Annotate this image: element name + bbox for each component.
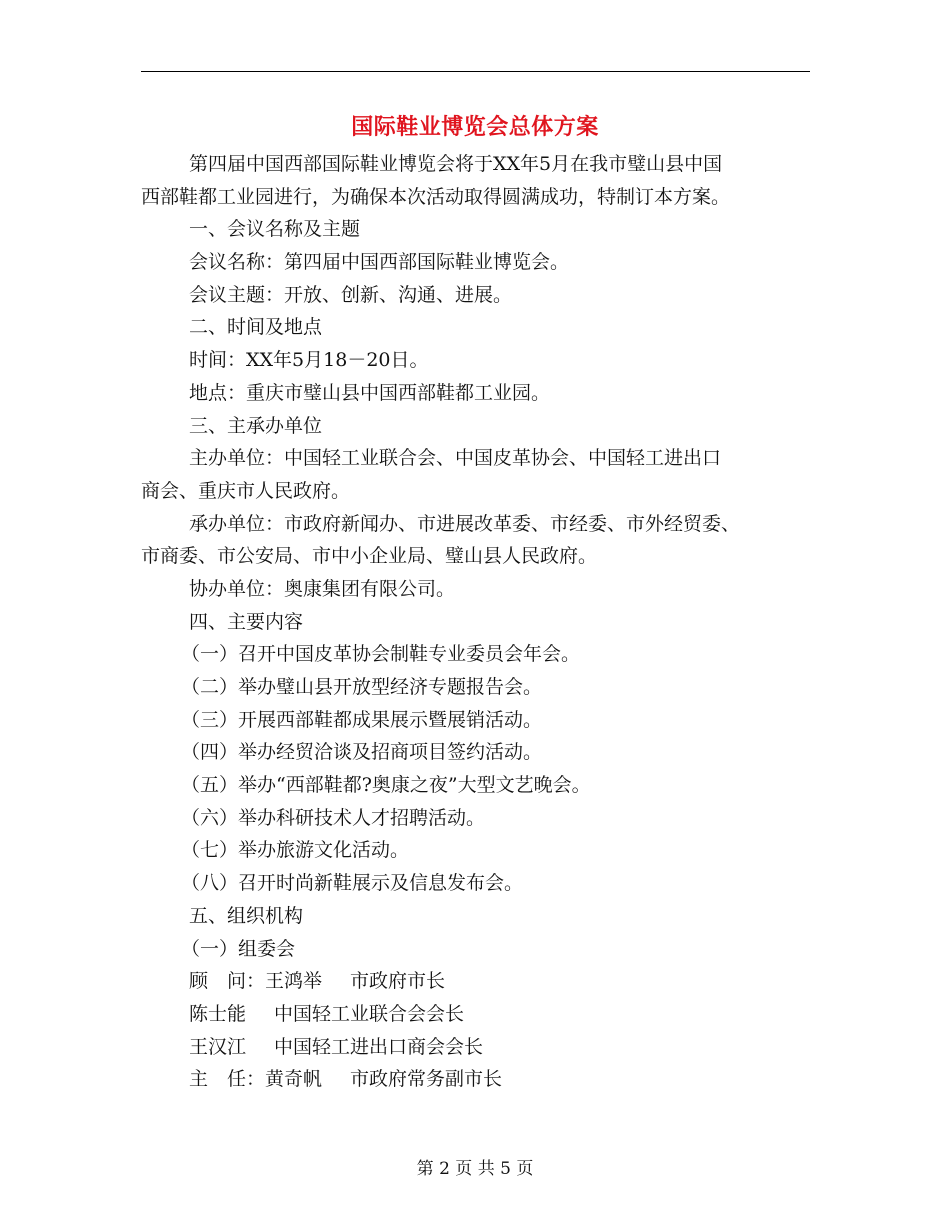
content-item: （八）召开时尚新鞋展示及信息发布会。 [181,872,524,895]
organizer-units-line-2: 市商委、市公安局、市中小企业局、璧山县人民政府。 [141,545,598,568]
page-number-footer: 第 2 页 共 5 页 [416,1159,534,1179]
header-rule [141,71,810,72]
intro-paragraph-line-1: 第四届中国西部国际鞋业博览会将于XX年5月在我市璧山县中国 [189,153,723,175]
host-units-line-1: 主办单位：中国轻工业联合会、中国皮革协会、中国轻工进出口 [189,447,722,470]
committee-member-position: 中国轻工进出口商会会长 [274,1035,484,1058]
event-time: 时间：XX年5月18－20日。 [189,349,429,372]
intro-paragraph-line-2: 西部鞋都工业园进行，为确保本次活动取得圆满成功，特制订本方案。 [141,185,731,208]
content-item: （六）举办科研技术人才招聘活动。 [181,806,486,829]
committee-member-name: 顾 问：王鸿举 [189,970,323,993]
content-item: （五）举办“西部鞋都?奥康之夜”大型文艺晚会。 [181,774,591,797]
meeting-theme: 会议主题：开放、创新、沟通、进展。 [189,283,513,306]
committee-member-name: 主 任：黄奇帆 [189,1068,323,1091]
content-item: （一）召开中国皮革协会制鞋专业委员会年会。 [181,643,581,666]
committee-row [141,998,810,1031]
section-5-heading: 五、组织机构 [189,904,304,927]
committee-row [141,1063,810,1096]
committee-member-position: 市政府市长 [350,970,446,993]
section-3-heading: 三、主承办单位 [189,414,323,437]
committee-row [141,965,810,998]
section-4-heading: 四、主要内容 [189,610,304,633]
event-place: 地点：重庆市璧山县中国西部鞋都工业园。 [189,381,551,404]
meeting-name: 会议名称：第四届中国西部国际鞋业博览会。 [189,251,570,274]
organizer-units-line-1: 承办单位：市政府新闻办、市进展改革委、市经委、市外经贸委、 [189,512,741,535]
committee-member-position: 市政府常务副市长 [350,1068,503,1091]
committee-row [141,1031,810,1064]
section-2-heading: 二、时间及地点 [189,316,323,339]
committee-member-position: 中国轻工业联合会会长 [274,1002,465,1025]
section-1-heading: 一、会议名称及主题 [189,218,361,241]
committee-member-name: 陈士能 [189,1002,247,1025]
content-item: （四）举办经贸洽谈及招商项目签约活动。 [181,741,543,764]
content-item: （二）举办璧山县开放型经济专题报告会。 [181,676,543,698]
content-item: （七）举办旅游文化活动。 [181,839,410,862]
document-body [141,148,810,1096]
host-units-line-2: 商会、重庆市人民政府。 [141,479,351,502]
subsection-committee: （一）组委会 [181,937,296,960]
content-item: （三）开展西部鞋都成果展示暨展销活动。 [181,708,543,731]
co-organizer: 协办单位：奥康集团有限公司。 [189,577,456,600]
committee-member-name: 王汉江 [189,1035,247,1058]
document-title: 国际鞋业博览会总体方案 [351,114,599,140]
